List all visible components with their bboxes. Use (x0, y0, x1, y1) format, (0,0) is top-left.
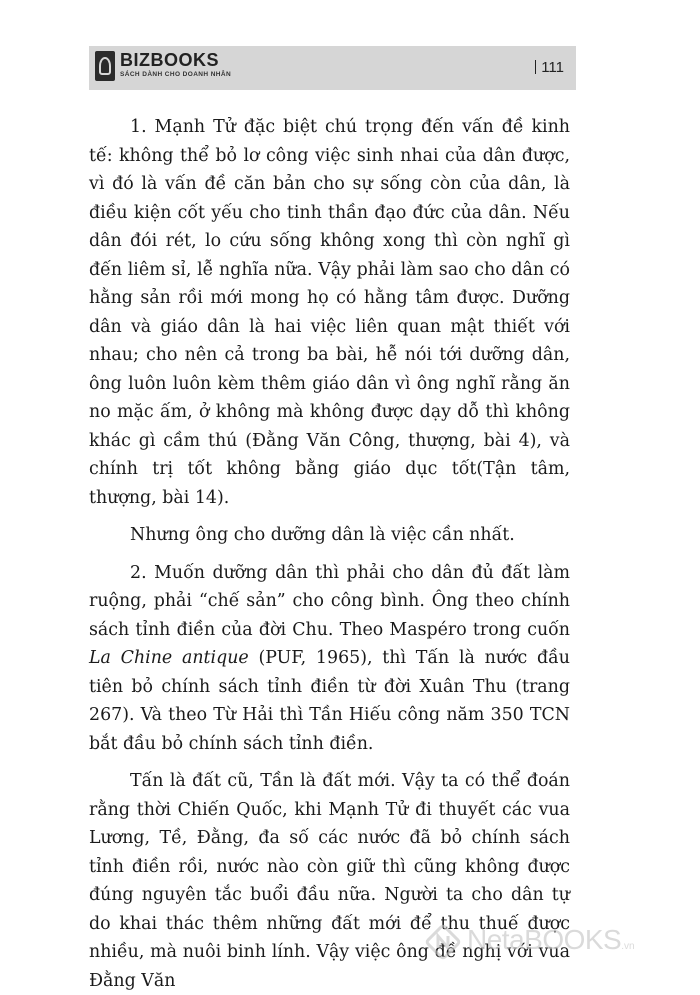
paragraph-3-text-b: (PUF, 1965), thì Tấn là nước đầu tiên bỏ chính sách tỉnh điền từ đời Xuân Thu (trang 267). Và theo Từ Hải thì Tần Hiếu công năm 350 TCN bắt đầu bỏ chính sách tỉnh điền. (89, 648, 570, 754)
page-number (535, 59, 564, 76)
paragraph-2 (89, 521, 570, 550)
page-number-divider (535, 60, 537, 74)
paragraph-3-text-a: 2. Muốn dưỡng dân thì phải cho dân đủ đất làm ruộng, phải “chế sản” cho công bình. Ông theo chính sách tỉnh điền của đời Chu. Theo Maspéro trong cuốn (89, 562, 570, 640)
page-number-value: 111 (541, 59, 564, 76)
body-text (89, 113, 570, 995)
page-header (89, 46, 576, 90)
paragraph-1-text: 1. Mạnh Tử đặc biệt chú trọng đến vấn đề kinh tế: không thể bỏ lơ công việc sinh nhai của dân được, vì đó là vấn đề căn bản cho sự sống còn của dân, là điều kiện cốt yếu cho tinh thần đạo đức của dân. Nếu dân đói rét, lo cứu sống không xong thì còn nghĩ gì đến liêm sỉ, lễ nghĩa nữa. Vậy phải làm sao cho dân có hằng sản rồi mới mong họ có hằng tâm được. Dưỡng dân và giáo dân là hai việc liên quan mật thiết với nhau; cho nên cả trong ba bài, hễ nói tới dưỡng dân, ông luôn luôn kèm thêm giáo dân vì ông nghĩ rằng ăn no mặc ấm, ở không mà không được dạy dỗ thì không khác gì cầm thú (Đằng Văn Công, thượng, bài 4), và chính trị tốt không bằng giáo dục tốt(Tận tâm, thượng, bài 14). (89, 117, 570, 508)
paragraph-4-text: Tấn là đất cũ, Tần là đất mới. Vậy ta có thể đoán rằng thời Chiến Quốc, khi Mạnh Tử đi thuyết các vua Lương, Tề, Đằng, đa số các nước đã bỏ chính sách tỉnh điền rồi, nước nào còn giữ thì cũng không được đúng nguyên tắc buổi đầu nữa. Người ta cho dân tự do khai thác thêm những đất mới để thu thuế được nhiều, mà nuôi binh lính. Vậy việc ông đề nghị với vua Đằng Văn (89, 771, 570, 991)
paragraph-3 (89, 559, 570, 759)
publisher-tagline: SÁCH DÀNH CHO DOANH NHÂN (120, 71, 232, 78)
book-title-italic: La Chine antique (89, 648, 249, 668)
watermark-brand: NetaBOOKS (467, 924, 622, 955)
paragraph-2-text: Nhưng ông cho dưỡng dân là việc cần nhất. (130, 525, 515, 545)
watermark (425, 918, 695, 968)
paragraph-1 (89, 113, 570, 512)
publisher-logo-text: BIZBOOKS (120, 50, 220, 70)
watermark-suffix: .vn (621, 941, 635, 952)
netabooks-logo-icon (425, 924, 461, 960)
bizbooks-logo-icon (95, 51, 115, 81)
watermark-text (467, 924, 635, 956)
